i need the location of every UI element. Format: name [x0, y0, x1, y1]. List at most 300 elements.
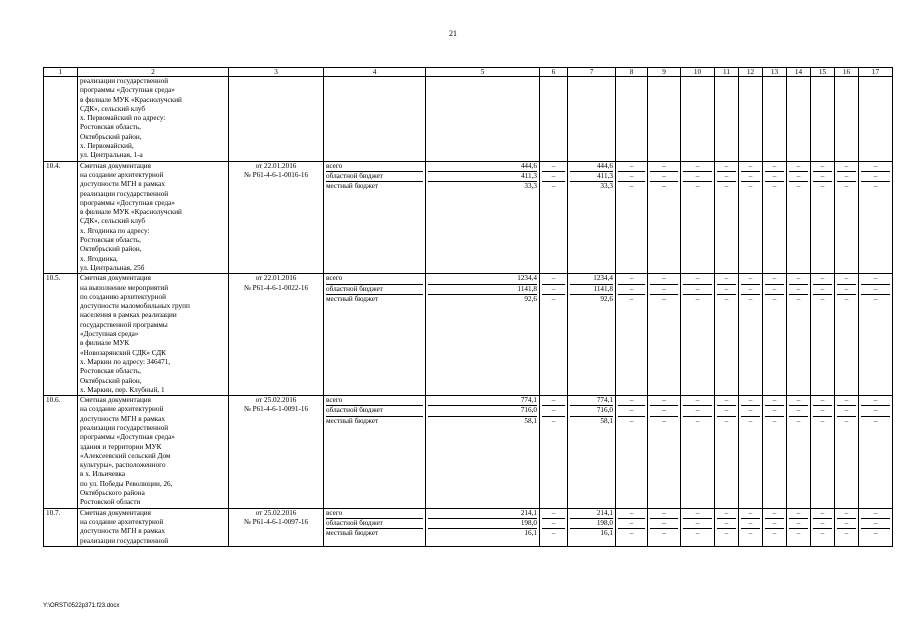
col12-value-line: – [748, 294, 753, 303]
col17-value [859, 396, 893, 509]
col11-value [715, 77, 739, 162]
col14-value-line: – [796, 416, 801, 425]
col16-value-line: – [837, 162, 856, 172]
object-description-line: СДК», сельский клуб [80, 217, 146, 226]
col11-value-line: – [717, 396, 736, 406]
col17-value-line: – [873, 529, 878, 538]
expert-conclusion-line: от 22.01.2016 [255, 274, 297, 283]
object-description-line: Сметная документация [80, 274, 151, 283]
col7-value-line: 1141,8 [570, 285, 613, 295]
object-description-line: реализации государственной [80, 77, 169, 85]
col7-value-line: 16,1 [600, 529, 613, 538]
expert-conclusion-line: № Р61-4-6-1-0022-16 [243, 283, 309, 292]
col7-value-line: 411,3 [570, 172, 613, 182]
col8-value-line: – [629, 416, 634, 425]
col17-value [859, 508, 893, 546]
col7-value-line: 198,0 [570, 519, 613, 529]
col17-value-line: – [861, 396, 890, 406]
col10-value-line: – [683, 274, 712, 284]
col12-value [739, 396, 763, 509]
col8-value-line: – [618, 396, 645, 406]
col16-value-line: – [844, 294, 849, 303]
col12-value-line: – [741, 162, 760, 172]
col9-value-line: – [662, 182, 666, 191]
col12-value-line: – [741, 274, 760, 284]
col11-value-line: – [724, 294, 729, 303]
col16-value [835, 274, 859, 396]
col16-value-line: – [837, 519, 856, 529]
col15-value [811, 77, 835, 162]
col6-value [540, 396, 568, 509]
col16-value [835, 161, 859, 274]
col8-value [616, 77, 648, 162]
object-description-line: «Доступная среда» [80, 330, 139, 339]
total-amount-line: 774,1 [428, 396, 537, 406]
funding-source [324, 161, 426, 274]
object-description-line: по созданию архитектурной [80, 292, 166, 301]
col13-value-line: – [765, 406, 784, 416]
col14-value [787, 508, 811, 546]
row-number: 10.7. [44, 508, 78, 546]
object-description-line: ул. Центральная, 1-а [80, 151, 143, 160]
object-description-line: реализации государственной [80, 189, 169, 198]
col12-value-line: – [741, 406, 760, 416]
object-description-line: здания и территории МУК [80, 442, 162, 451]
col10-value-line: – [695, 294, 700, 303]
col11-value [715, 396, 739, 509]
col17-value-line: – [861, 172, 890, 182]
total-amount-line: 444,6 [428, 162, 537, 172]
expert-conclusion [229, 161, 324, 274]
col16-value-line: – [837, 406, 856, 416]
column-number-header: 1 [44, 68, 78, 77]
column-number-header: 7 [568, 68, 616, 77]
column-number-header: 8 [616, 68, 648, 77]
col6-value-line: – [542, 519, 565, 529]
object-description [78, 161, 229, 274]
col8-value [616, 396, 648, 509]
column-number-header: 17 [859, 68, 893, 77]
object-description-line: доступности маломобильных групп [80, 302, 190, 311]
col6-value-line: – [551, 182, 556, 191]
object-description-line: Октябрьский район, [80, 132, 142, 141]
col14-value-line: – [789, 396, 808, 406]
col6-value-line: – [551, 416, 556, 425]
row-number: 10.6. [44, 396, 78, 509]
col15-value-line: – [820, 182, 825, 191]
col7-value-line: 1234,4 [570, 274, 613, 284]
col10-value-line: – [683, 396, 712, 406]
col10-value-line: – [695, 416, 700, 425]
column-number-header: 4 [324, 68, 426, 77]
col17-value-line: – [873, 294, 878, 303]
col8-value-line: – [629, 294, 634, 303]
col14-value-line: – [796, 294, 801, 303]
col6-value-line: – [542, 396, 565, 406]
object-description-line: программы «Доступная среда» [80, 433, 175, 442]
col7-value [568, 508, 616, 546]
col7-value-line: 444,6 [570, 162, 613, 172]
funding-source [324, 274, 426, 396]
col9-value-line: – [662, 529, 666, 538]
col16-value-line: – [837, 509, 856, 519]
col6-value [540, 77, 568, 162]
object-description [78, 396, 229, 509]
object-description-line: по ул. Победы Революции, 26, [80, 479, 173, 488]
col8-value [616, 274, 648, 396]
col15-value-line: – [820, 416, 825, 425]
col8-value-line: – [618, 519, 645, 529]
col6-value-line: – [542, 285, 565, 295]
object-description [78, 274, 229, 396]
object-description-line: «Новозарянский СДК» СДК [80, 348, 166, 357]
table-row [44, 77, 893, 162]
object-description-line: Октябрьский район, [80, 245, 142, 254]
col11-value-line: – [717, 406, 736, 416]
col17-value-line: – [873, 182, 878, 191]
table-row [44, 274, 893, 396]
col9-value-line: – [650, 396, 678, 406]
object-description-line: СДК», сельский клуб [80, 104, 146, 113]
col6-value [540, 508, 568, 546]
funding-source [324, 396, 426, 509]
col14-value-line: – [789, 162, 808, 172]
col15-value [811, 508, 835, 546]
col9-value-line: – [650, 162, 678, 172]
col12-value-line: – [741, 172, 760, 182]
col14-value-line: – [789, 285, 808, 295]
object-description-line: программы «Доступная среда» [80, 198, 175, 207]
col13-value-line: – [772, 182, 777, 191]
col10-value-line: – [695, 182, 700, 191]
col12-value [739, 274, 763, 396]
col14-value-line: – [789, 172, 808, 182]
funding-source-line: местный бюджет [326, 529, 379, 538]
funding-source-line: всего [326, 162, 423, 172]
funding-source [324, 508, 426, 546]
col15-value-line: – [813, 162, 832, 172]
col12-value-line: – [741, 396, 760, 406]
object-description-line: реализации государственной [80, 536, 169, 545]
col13-value-line: – [765, 509, 784, 519]
col14-value-line: – [789, 274, 808, 284]
col12-value-line: – [748, 416, 753, 425]
total-amount-line: 16,1 [524, 529, 537, 538]
col13-value-line: – [765, 396, 784, 406]
total-amount-line: 411,3 [428, 172, 537, 182]
col12-value-line: – [748, 182, 753, 191]
col15-value-line: – [813, 519, 832, 529]
object-description-line: в филиале МУК «Краснолучский [80, 95, 182, 104]
total-amount-line: 1234,4 [428, 274, 537, 284]
object-description-line: на выполнение мероприятий [80, 283, 169, 292]
col16-value [835, 508, 859, 546]
expert-conclusion-line: № Р61-4-6-1-0091-16 [243, 405, 309, 414]
col14-value [787, 77, 811, 162]
col13-value-line: – [765, 274, 784, 284]
object-description-line: культуры», расположенного [80, 461, 166, 470]
column-number-header: 14 [787, 68, 811, 77]
total-amount-line: 716,0 [428, 406, 537, 416]
col17-value-line: – [861, 509, 890, 519]
object-description-line: х. Маркин, пер. Клубный, 1 [80, 385, 165, 394]
col11-value [715, 161, 739, 274]
col10-value [681, 508, 715, 546]
total-amount [426, 274, 540, 396]
col11-value [715, 508, 739, 546]
col17-value-line: – [861, 162, 890, 172]
col17-value [859, 274, 893, 396]
col14-value-line: – [789, 406, 808, 416]
col15-value-line: – [813, 274, 832, 284]
col14-value-line: – [789, 519, 808, 529]
object-description-line: Ростовская область, [80, 123, 141, 132]
col13-value [763, 161, 787, 274]
column-number-header: 5 [426, 68, 540, 77]
col16-value-line: – [844, 416, 849, 425]
expert-conclusion-line: от 25.02.2016 [255, 396, 297, 405]
col7-value [568, 161, 616, 274]
total-amount-line: 58,1 [524, 416, 537, 425]
object-description-line: программы «Доступная среда» [80, 86, 175, 95]
col10-value-line: – [695, 529, 700, 538]
total-amount [426, 508, 540, 546]
row-number: 10.4. [44, 161, 78, 274]
funding-source-line: областной бюджет [326, 172, 423, 182]
col7-value [568, 396, 616, 509]
col17-value-line: – [861, 519, 890, 529]
object-description-line: доступности МГН в рамках [80, 180, 165, 189]
col7-value-line: 774,1 [570, 396, 613, 406]
col16-value-line: – [837, 396, 856, 406]
total-amount [426, 396, 540, 509]
col7-value-line: 716,0 [570, 406, 613, 416]
col12-value [739, 161, 763, 274]
column-number-header: 2 [78, 68, 229, 77]
col15-value-line: – [820, 294, 825, 303]
expert-conclusion-line: от 22.01.2016 [255, 161, 297, 170]
col8-value-line: – [618, 285, 645, 295]
expert-conclusion [229, 77, 324, 162]
col12-value [739, 508, 763, 546]
col11-value-line: – [717, 172, 736, 182]
col6-value [540, 161, 568, 274]
object-description-line: в филиале МУК [80, 339, 130, 348]
col11-value-line: – [724, 182, 729, 191]
object-description-line: на создание архитектурной [80, 517, 164, 526]
object-description-line: государственной программы [80, 320, 168, 329]
col13-value-line: – [765, 285, 784, 295]
col9-value [648, 77, 681, 162]
col12-value-line: – [741, 509, 760, 519]
col6-value [540, 274, 568, 396]
col14-value-line: – [789, 509, 808, 519]
col10-value [681, 274, 715, 396]
col7-value [568, 77, 616, 162]
object-description-line: х. Первомайский по адресу: [80, 114, 166, 123]
expert-conclusion-line: от 25.02.2016 [255, 508, 297, 517]
col11-value [715, 274, 739, 396]
col8-value-line: – [618, 509, 645, 519]
col8-value [616, 508, 648, 546]
page-number: 21 [449, 29, 457, 38]
col9-value [648, 508, 681, 546]
funding-source-line: местный бюджет [326, 416, 379, 425]
column-number-header: 15 [811, 68, 835, 77]
column-number-header: 11 [715, 68, 739, 77]
total-amount-line: 33,3 [524, 182, 537, 191]
col15-value-line: – [813, 285, 832, 295]
col10-value-line: – [683, 519, 712, 529]
column-number-header: 10 [681, 68, 715, 77]
object-description-line: на создание архитектурной [80, 405, 164, 414]
object-description-line: х. Первомайский, [80, 142, 134, 151]
col6-value-line: – [542, 509, 565, 519]
col13-value-line: – [772, 416, 777, 425]
col6-value-line: – [542, 274, 565, 284]
col17-value-line: – [861, 274, 890, 284]
object-description-line: х. Маркин по адресу: 346471, [80, 357, 171, 366]
col13-value-line: – [765, 162, 784, 172]
col12-value-line: – [748, 529, 753, 538]
funding-source-line: областной бюджет [326, 519, 423, 529]
col15-value [811, 161, 835, 274]
object-description-line: реализации государственной [80, 423, 169, 432]
object-description-line: на создание архитектурной [80, 170, 164, 179]
object-description-line: Ростовской области [80, 498, 141, 507]
total-amount-line: 214,1 [428, 509, 537, 519]
col6-value-line: – [542, 172, 565, 182]
col13-value-line: – [772, 529, 777, 538]
object-description-line: Ростовская область, [80, 236, 141, 245]
object-description-line: х. Ягодинка по адресу: [80, 226, 150, 235]
col12-value-line: – [741, 285, 760, 295]
col14-value-line: – [796, 529, 801, 538]
col16-value-line: – [837, 285, 856, 295]
col7-value-line: 33,3 [600, 182, 613, 191]
col11-value-line: – [717, 519, 736, 529]
col16-value-line: – [844, 182, 849, 191]
col14-value [787, 161, 811, 274]
col15-value-line: – [813, 396, 832, 406]
col8-value-line: – [618, 406, 645, 416]
object-description [78, 508, 229, 546]
col13-value [763, 396, 787, 509]
col11-value-line: – [724, 529, 729, 538]
budget-table [43, 67, 893, 547]
funding-source-line: областной бюджет [326, 285, 423, 295]
col14-value [787, 396, 811, 509]
total-amount [426, 161, 540, 274]
table-row [44, 396, 893, 509]
col9-value-line: – [650, 172, 678, 182]
col11-value-line: – [717, 274, 736, 284]
col11-value-line: – [717, 285, 736, 295]
col8-value-line: – [629, 182, 634, 191]
funding-source-line: всего [326, 396, 423, 406]
col10-value-line: – [683, 172, 712, 182]
funding-source-line: всего [326, 509, 423, 519]
col6-value-line: – [551, 529, 556, 538]
total-amount [426, 77, 540, 162]
row-number [44, 77, 78, 162]
funding-source [324, 77, 426, 162]
total-amount-line: 198,0 [428, 519, 537, 529]
col16-value [835, 396, 859, 509]
col11-value-line: – [717, 162, 736, 172]
col7-value [568, 274, 616, 396]
col10-value [681, 396, 715, 509]
col15-value-line: – [813, 406, 832, 416]
col17-value-line: – [861, 406, 890, 416]
object-description-line: ул. Центральная, 25б [80, 263, 145, 272]
object-description-line: в филиале МУК «Краснолучский [80, 208, 182, 217]
col10-value-line: – [683, 162, 712, 172]
table-body [44, 68, 893, 547]
table-row [44, 161, 893, 274]
col7-value-line: 92,6 [600, 294, 613, 303]
object-description-line: Сметная документация [80, 396, 151, 405]
col15-value-line: – [813, 172, 832, 182]
col14-value [787, 274, 811, 396]
object-description-line: доступности МГН в рамках [80, 414, 165, 423]
total-amount-line: 1141,8 [428, 285, 537, 295]
col13-value [763, 508, 787, 546]
col17-value [859, 161, 893, 274]
object-description-line: Ростовская область, [80, 367, 141, 376]
col8-value-line: – [618, 162, 645, 172]
col16-value-line: – [844, 529, 849, 538]
col10-value [681, 161, 715, 274]
col14-value-line: – [796, 182, 801, 191]
col17-value-line: – [873, 416, 878, 425]
object-description-line: Сметная документация [80, 508, 151, 517]
col13-value-line: – [765, 519, 784, 529]
col13-value [763, 274, 787, 396]
object-description-line: населения в рамках реализации [80, 311, 177, 320]
col10-value-line: – [683, 406, 712, 416]
col12-value [739, 77, 763, 162]
column-number-header: 6 [540, 68, 568, 77]
col15-value-line: – [813, 509, 832, 519]
col12-value-line: – [741, 519, 760, 529]
col11-value-line: – [724, 416, 729, 425]
col8-value-line: – [618, 274, 645, 284]
col13-value-line: – [765, 172, 784, 182]
col6-value-line: – [542, 406, 565, 416]
file-path-footer: Y:\ORST\0522p371.f23.docx [43, 603, 120, 609]
col9-value-line: – [662, 294, 666, 303]
col15-value [811, 274, 835, 396]
object-description-line: х. Ягодинка, [80, 254, 118, 263]
row-number: 10.5. [44, 274, 78, 396]
col7-value-line: 58,1 [600, 416, 613, 425]
funding-source-line: всего [326, 274, 423, 284]
col16-value-line: – [837, 274, 856, 284]
column-number-header: 9 [648, 68, 681, 77]
col15-value [811, 396, 835, 509]
col15-value-line: – [820, 529, 825, 538]
total-amount-line: 92,6 [524, 294, 537, 303]
col13-value [763, 77, 787, 162]
col8-value-line: – [618, 172, 645, 182]
col9-value [648, 396, 681, 509]
expert-conclusion-line: № Р61-4-6-1-0097-16 [243, 517, 309, 526]
object-description-line: Октябрьского района [80, 489, 145, 498]
table-row [44, 508, 893, 546]
col17-value-line: – [861, 285, 890, 295]
col10-value [681, 77, 715, 162]
